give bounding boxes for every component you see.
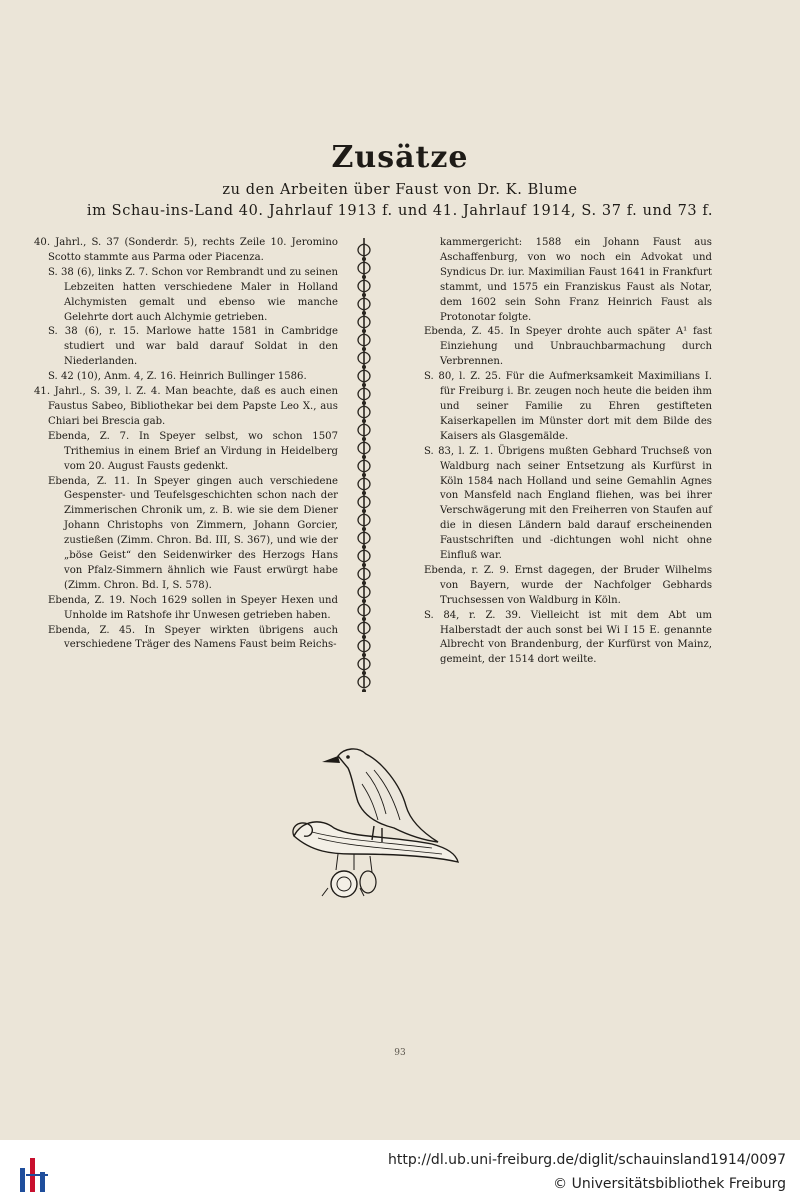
note-entry: 40. Jahrl., S. 37 (Sonderdr. 5), rechts Zeile 10. Jeromino Scotto stammte aus Parma oder Piacenza. bbox=[34, 237, 338, 263]
ub-freiburg-logo-icon bbox=[16, 1154, 52, 1194]
note-entry: S. 42 (10), Anm. 4, Z. 16. Heinrich Bullinger 1586. bbox=[48, 371, 307, 383]
left-text-column bbox=[34, 236, 338, 653]
page-title: Zusätze bbox=[331, 140, 469, 175]
note-entry: S. 80, l. Z. 25. Für die Aufmerksamkeit Maximilians I. für Freiburg i. Br. zeugen noch heute die beiden ihm und seiner Familie zu Ehren gestifteten Kaiserkapellen im Münster dort mit dem Bilde des Kaisers als Glasgemälde. bbox=[424, 371, 712, 442]
footer-bar bbox=[0, 1140, 800, 1202]
source-url-link[interactable]: http://dl.ub.uni-freiburg.de/diglit/schauinsland1914/0097 bbox=[388, 1152, 786, 1168]
note-entry: S. 38 (6), r. 15. Marlowe hatte 1581 in Cambridge studiert und war bald darauf Soldat in den Niederlanden. bbox=[48, 326, 338, 368]
note-entry: S. 38 (6), links Z. 7. Schon vor Rembrandt und zu seinen Lebzeiten hatten verschiedene Maler in Holland Alchymisten gemalt und ebenso wie manche Gelehrte dort auch Alchymie getrieben. bbox=[48, 266, 338, 323]
note-entry: Ebenda, Z. 19. Noch 1629 sollen in Speyer Hexen und Unholde im Ratshofe ihr Unwesen getrieben haben. bbox=[48, 594, 338, 621]
subtitle-line-2: im Schau-ins-Land 40. Jahrlauf 1913 f. und 41. Jahrlauf 1914, S. 37 f. und 73 f. bbox=[86, 203, 714, 219]
copyright-notice: © Universitätsbibliothek Freiburg bbox=[553, 1176, 786, 1192]
right-text-column bbox=[424, 236, 712, 668]
note-entry: S. 83, l. Z. 1. Übrigens mußten Gebhard Truchseß von Waldburg nach seiner Entsetzung als Kurfürst in Köln 1584 nach Holland und seine Gemahlin Agnes von Mansfeld nach England fliehen, was bei ihrer Verschwägerung mit den Freiherren von Staufen auf die in diesen Ländern bald darauf erscheinenden Faustschriften und -dichtungen wohl nicht ohne Einfluß war. bbox=[424, 445, 712, 562]
page-number: 93 bbox=[394, 1048, 406, 1058]
raven-on-scroll-icon bbox=[282, 736, 462, 916]
note-entry: Ebenda, Z. 45. In Speyer wirkten übrigens auch verschiedene Träger des Namens Faust beim Reichs- bbox=[48, 624, 338, 651]
note-entry: 41. Jahrl., S. 39, l. Z. 4. Man beachte, daß es auch einen Faustus Sabeo, Bibliothekar bei dem Papste Leo X., aus Chiari bei Brescia gab. bbox=[34, 386, 338, 427]
ornamental-vine-divider-icon bbox=[352, 234, 376, 692]
note-entry: Ebenda, Z. 45. In Speyer drohte auch später A¹ fast Einziehung und Unbrauchbarmachung durch Verbrennen. bbox=[424, 326, 712, 368]
note-entry: S. 84, r. Z. 39. Vielleicht ist mit dem Abt um Halberstadt der auch sonst bei Wi I 15 E. genannte Albrecht von Brandenburg, der Kurfürst von Mainz, gemeint, der 1514 dort weilte. bbox=[424, 609, 712, 666]
note-entry: Ebenda, r. Z. 9. Ernst dagegen, der Bruder Wilhelms von Bayern, wurde der Nachfolger Gebhards Truchsessen von Waldburg in Köln. bbox=[424, 564, 712, 606]
note-entry: kammergericht: 1588 ein Johann Faust aus Aschaffenburg, von wo noch ein Advokat und Syndicus Dr. iur. Maximilian Faust 1641 in Frankfurt stammt, und 1575 ein Franziskus Faust als Notar, dem 1602 sein Sohn Franz Heinrich Faust als Protonotar folgte. bbox=[440, 237, 712, 323]
subtitle-line-1: zu den Arbeiten über Faust von Dr. K. Blume bbox=[222, 182, 578, 198]
note-entry: Ebenda, Z. 7. In Speyer selbst, wo schon 1507 Trithemius in einem Brief an Virdung in Heidelberg vom 20. August Fausts gedenkt. bbox=[48, 430, 338, 472]
note-entry: Ebenda, Z. 11. In Speyer gingen auch verschiedene Gespenster- und Teufelsgeschichten schon nach der Zimmerischen Chronik um, z. B. wie sie dem Diener Johann Christophs von Zimmern, Johann Gorcier, zustießen (Zimm. Chron. Bd. III, S. 367), und wie der „böse Geist“ den Seidenwirker des Herzogs Hans von Pfalz-Simmern ähnlich wie Faust erwürgt habe (Zimm. Chron. Bd. I, S. 578). bbox=[48, 475, 338, 591]
